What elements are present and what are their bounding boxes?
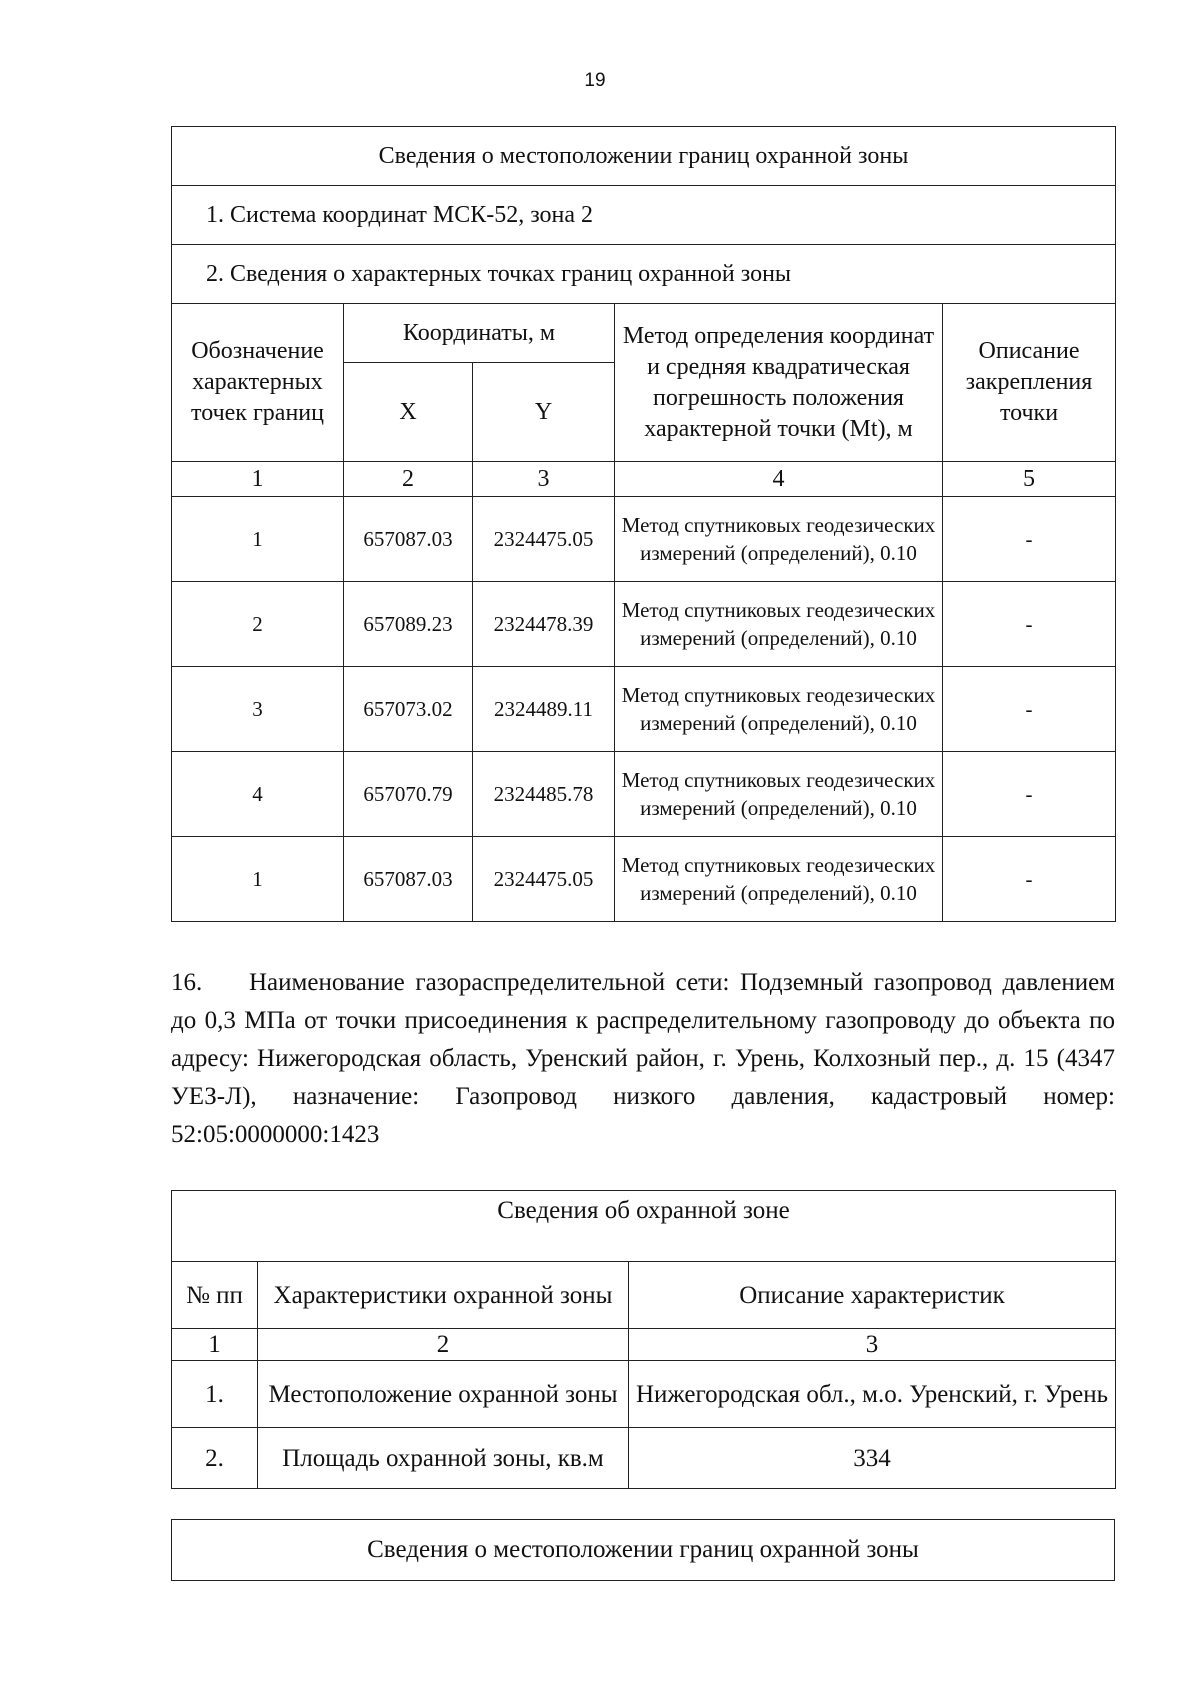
coord-x: 657087.03 xyxy=(344,497,473,582)
header-method: Метод определения координат и средняя квадратическая погрешность положения характерной точки (Mt), м xyxy=(615,304,943,462)
coord-y: 2324475.05 xyxy=(473,837,615,922)
row-num: 2. xyxy=(172,1428,258,1489)
point-id: 1 xyxy=(172,837,344,922)
paragraph-text: Наименование газораспределительной сети: Подземный газопровод давлением до 0,3 МПа от точки присоединения к распределительному газопроводу до объекта по адресу: Нижегородская область, Уренский район, г. Урень, Колхозный пер., д. 15 (4347 УЕЗ-Л), назначение: Газопровод низкого давления, кадастровый номер: 52:05:0000000:1423 xyxy=(171,969,1115,1148)
coord-x: 657073.02 xyxy=(344,667,473,752)
col-number: 2 xyxy=(344,462,473,497)
col-number: 1 xyxy=(172,1329,258,1361)
coord-y: 2324489.11 xyxy=(473,667,615,752)
header-y: Y xyxy=(473,363,615,462)
method: Метод спутниковых геодезических измерений (определений), 0.10 xyxy=(615,582,943,667)
coord-x: 657087.03 xyxy=(344,837,473,922)
table-row xyxy=(172,667,1116,752)
header-designation: Обозначение характерных точек границ xyxy=(172,304,344,462)
coordinate-system: 1. Система координат МСК-52, зона 2 xyxy=(172,186,1116,245)
col-number: 5 xyxy=(943,462,1116,497)
table-row xyxy=(172,837,1116,922)
method: Метод спутниковых геодезических измерений (определений), 0.10 xyxy=(615,497,943,582)
coord-x: 657089.23 xyxy=(344,582,473,667)
table-row xyxy=(172,582,1116,667)
method: Метод спутниковых геодезических измерений (определений), 0.10 xyxy=(615,837,943,922)
header-num: № пп xyxy=(172,1262,258,1329)
header-coordinates: Координаты, м xyxy=(344,304,615,363)
coord-y: 2324478.39 xyxy=(473,582,615,667)
boundary-points-table xyxy=(171,126,1116,922)
header-x: X xyxy=(344,363,473,462)
header-characteristics: Характеристики охранной зоны xyxy=(258,1262,629,1329)
col-number: 2 xyxy=(258,1329,629,1361)
point-description: - xyxy=(943,752,1116,837)
point-id: 3 xyxy=(172,667,344,752)
coord-y: 2324485.78 xyxy=(473,752,615,837)
table-row xyxy=(172,1361,1116,1428)
table-title: Сведения о местоположении границ охранной зоны xyxy=(172,127,1116,186)
characteristic-name: Местоположение охранной зоны xyxy=(258,1361,629,1428)
header-description: Описание характеристик xyxy=(629,1262,1116,1329)
characteristic-value: Нижегородская обл., м.о. Уренский, г. Урень xyxy=(629,1361,1116,1428)
table-title: Сведения об охранной зоне xyxy=(172,1191,1116,1262)
row-num: 1. xyxy=(172,1361,258,1428)
point-description: - xyxy=(943,837,1116,922)
table-title: Сведения о местоположении границ охранной зоны xyxy=(172,1520,1115,1581)
protection-zone-table xyxy=(171,1190,1116,1489)
paragraph-index: 16. xyxy=(171,969,203,996)
network-description-paragraph xyxy=(171,964,1115,1154)
table-row xyxy=(172,752,1116,837)
characteristic-name: Площадь охранной зоны, кв.м xyxy=(258,1428,629,1489)
method: Метод спутниковых геодезических измерений (определений), 0.10 xyxy=(615,667,943,752)
point-description: - xyxy=(943,667,1116,752)
boundary-location-table xyxy=(171,1519,1115,1581)
col-number: 1 xyxy=(172,462,344,497)
point-id: 4 xyxy=(172,752,344,837)
header-description: Описание закрепления точки xyxy=(943,304,1116,462)
point-id: 1 xyxy=(172,497,344,582)
page-number: 19 xyxy=(584,70,606,91)
table-row xyxy=(172,497,1116,582)
col-number: 3 xyxy=(629,1329,1116,1361)
point-description: - xyxy=(943,582,1116,667)
col-number: 3 xyxy=(473,462,615,497)
characteristic-value: 334 xyxy=(629,1428,1116,1489)
points-section-title: 2. Сведения о характерных точках границ охранной зоны xyxy=(172,245,1116,304)
point-description: - xyxy=(943,497,1116,582)
col-number: 4 xyxy=(615,462,943,497)
point-id: 2 xyxy=(172,582,344,667)
method: Метод спутниковых геодезических измерений (определений), 0.10 xyxy=(615,752,943,837)
coord-y: 2324475.05 xyxy=(473,497,615,582)
table-row xyxy=(172,1428,1116,1489)
coord-x: 657070.79 xyxy=(344,752,473,837)
